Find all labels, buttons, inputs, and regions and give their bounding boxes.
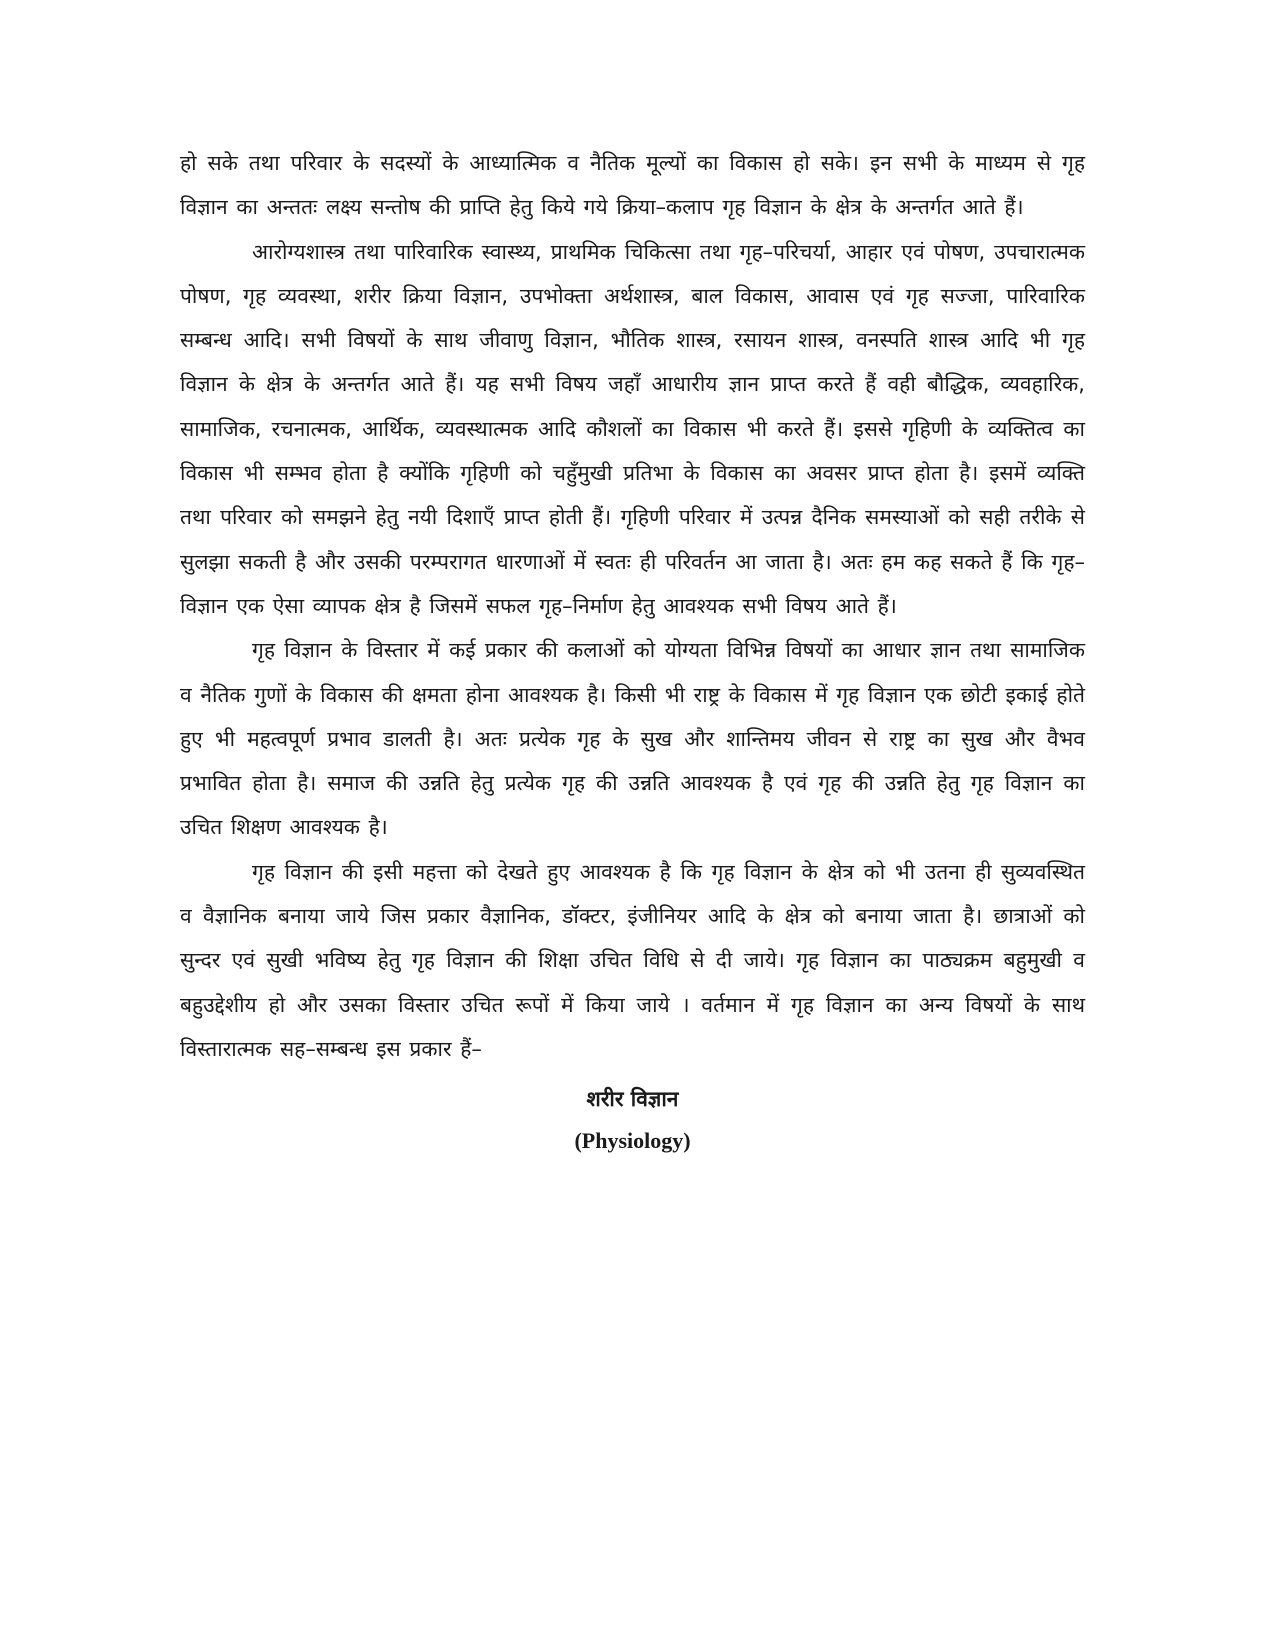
paragraph-4: गृह विज्ञान की इसी महत्ता को देखते हुए आवश्यक है कि गृह विज्ञान के क्षेत्र को भी उतना ही सुव्यवस्थित व वैज्ञानिक बनाया जाये जिस प्रकार वैज्ञानिक, डॉक्टर, इंजीनियर आदि के क्षेत्र को बनाया जाता है। छात्राओं को सुन्दर एवं सुखी भविष्य हेतु गृह विज्ञान की शिक्षा उचित विधि से दी जाये। गृह विज्ञान का पाठ्यक्रम बहुमुखी व बहुउद्देशीय हो और उसका विस्तार उचित रूपों में किया जाये । वर्तमान में गृह विज्ञान का अन्य विषयों के साथ विस्तारात्मक सह–सम्बन्ध इस प्रकार हैं– [180,859,1085,1061]
paragraph-3: गृह विज्ञान के विस्तार में कई प्रकार की कलाओं को योग्यता विभिन्न विषयों का आधार ज्ञान तथा सामाजिक व नैतिक गुणों के विकास की क्षमता होना आवश्यक है। किसी भी राष्ट्र के विकास में गृह विज्ञान एक छोटी इकाई होते हुए भी महत्वपूर्ण प्रभाव डालती है। अतः प्रत्येक गृह के सुख और शान्तिमय जीवन से राष्ट्र का सुख और वैभव प्रभावित होता है। समाज की उन्नति हेतु प्रत्येक गृह की उन्नति आवश्यक है एवं गृह की उन्नति हेतु गृह विज्ञान का उचित शिक्षण आवश्यक है। [180,638,1085,840]
section-subheading: (Physiology) [574,1128,691,1154]
paragraph-2: आरोग्यशास्त्र तथा पारिवारिक स्वास्थ्य, प्राथमिक चिकित्सा तथा गृह–परिचर्या, आहार एवं पोषण, उपचारात्मक पोषण, गृह व्यवस्था, शरीर क्रिया विज्ञान, उपभोक्ता अर्थशास्त्र, बाल विकास, आवास एवं गृह सज्जा, पारिवारिक सम्बन्ध आदि। सभी विषयों के साथ जीवाणु विज्ञान, भौतिक शास्त्र, रसायन शास्त्र, वनस्पति शास्त्र आदि भी गृह विज्ञान के क्षेत्र के अन्तर्गत आते हैं। यह सभी विषय जहाँ आधारीय ज्ञान प्राप्त करते हैं वही बौद्धिक, व्यवहारिक, सामाजिक, रचनात्मक, आर्थिक, व्यवस्थात्मक आदि कौशलों का विकास भी करते हैं। इससे गृहिणी के व्यक्तित्व का विकास भी सम्भव होता है क्योंकि गृहिणी को चहुँमुखी प्रतिभा के विकास का अवसर प्राप्त होता है। इसमें व्यक्ति तथा परिवार को समझने हेतु नयी दिशाएँ प्राप्त होती हैं। गृहिणी परिवार में उत्पन्न दैनिक समस्याओं को सही तरीके से सुलझा सकती है और उसकी परम्परागत धारणाओं में स्वतः ही परिवर्तन आ जाता है। अतः हम कह सकते हैं कि गृह–विज्ञान एक ऐसा व्यापक क्षेत्र है जिसमें सफल गृह–निर्माण हेतु आवश्यक सभी विषय आते हैं। [180,239,1085,618]
section-heading: शरीर विज्ञान [586,1087,679,1112]
paragraph-1: हो सके तथा परिवार के सदस्यों के आध्यात्मिक व नैतिक मूल्यों का विकास हो सके। इन सभी के माध्यम से गृह विज्ञान का अन्ततः लक्ष्य सन्तोष की प्राप्ति हेतु किये गये क्रिया–कलाप गृह विज्ञान के क्षेत्र के अन्तर्गत आते हैं। [180,151,1085,220]
